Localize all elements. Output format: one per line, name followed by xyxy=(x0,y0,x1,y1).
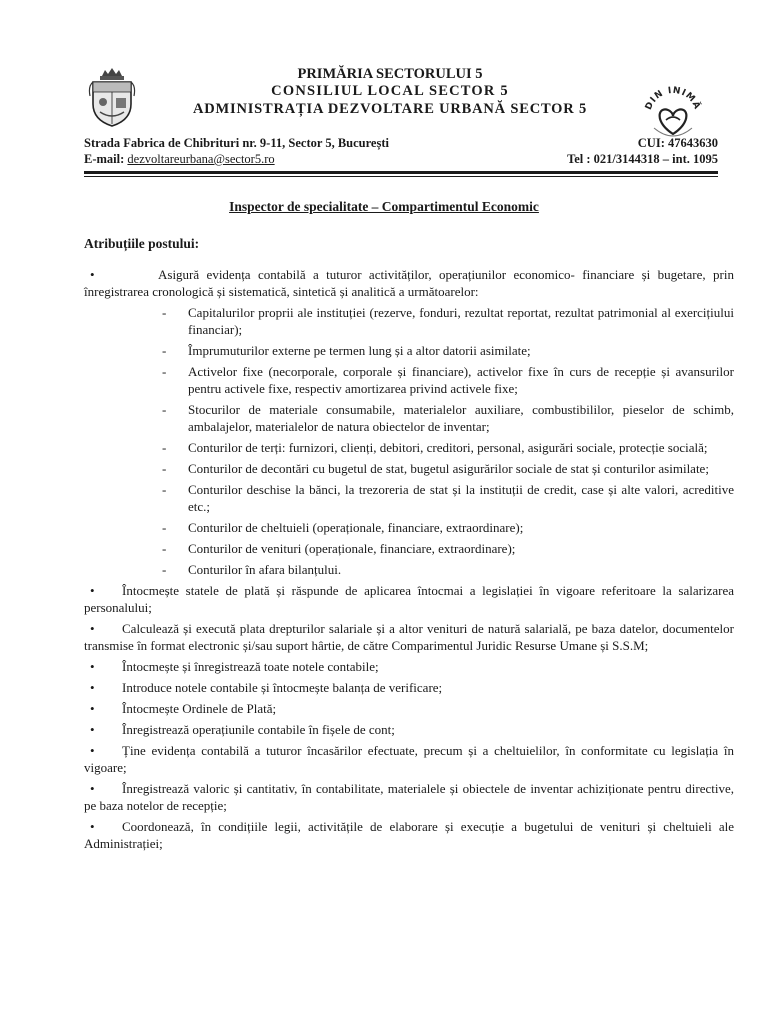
bullet-mark: • xyxy=(90,781,95,796)
document-title-text: Inspector de specialitate – Compartimentul Economic xyxy=(229,199,539,214)
dash-mark: - xyxy=(162,402,167,417)
sub-list-item xyxy=(162,460,734,477)
sub-list xyxy=(84,304,734,578)
email-link[interactable]: dezvoltareurbana@sector5.ro xyxy=(127,152,275,166)
bullet-mark: • xyxy=(90,701,95,716)
bullet-mark: • xyxy=(90,722,95,737)
sub-list-item-text: Conturilor de decontări cu bugetul de stat, bugetul asigurărilor sociale de stat și conturilor asimilate; xyxy=(188,461,709,476)
sub-list-item xyxy=(162,342,734,359)
intro-text: Asigură evidența contabilă a tuturor activităților, operațiunilor economico- financiare și bugetare, prin înregistrarea cronologică și sistematică, sintetică și analitică a următoarelor: xyxy=(84,267,734,299)
sub-list-item xyxy=(162,304,734,338)
dash-mark: - xyxy=(162,541,167,556)
sub-list-item-text: Conturilor de terți: furnizori, clienți, debitori, creditori, personal, asigurări sociale, protecție socială; xyxy=(188,440,708,455)
list-item xyxy=(84,658,734,675)
list-item xyxy=(84,582,734,616)
list-item-text: Coordonează, în condițiile legii, activitățile de elaborare și execuție a bugetului de venituri și cheltuieli ale Administrației; xyxy=(84,819,734,851)
bullet-mark: • xyxy=(90,743,95,758)
section-heading: Atribuțiile postului: xyxy=(84,236,200,251)
list-item xyxy=(84,780,734,814)
list-item-text: Înregistrează valoric și cantitativ, în contabilitate, materialele și obiectele de inventar achiziționate pentru directive, pe baza notelor de recepție; xyxy=(84,781,734,813)
dash-mark: - xyxy=(162,305,167,320)
sub-list-item xyxy=(162,561,734,578)
address-text: Strada Fabrica de Chibrituri nr. 9-11, Sector 5, București xyxy=(84,136,389,150)
dash-mark: - xyxy=(162,562,167,577)
list-item xyxy=(84,700,734,717)
sub-list-item-text: Stocurilor de materiale consumabile, materialelor auxiliare, combustibililor, pieselor de schimb, ambalajelor, materialelor de natura obiectelor de inventar; xyxy=(188,402,734,434)
contact-right xyxy=(567,135,718,167)
list-item xyxy=(84,266,734,300)
cui-text: CUI: 47643630 xyxy=(637,136,718,150)
list-item xyxy=(84,620,734,654)
dash-mark: - xyxy=(162,343,167,358)
sub-list-item-text: Conturilor deschise la bănci, la trezoreria de stat și la instituții de credit, case și alte valori, acreditive etc.; xyxy=(188,482,734,514)
bullet-mark: • xyxy=(90,659,95,674)
document-title xyxy=(0,199,768,215)
header-divider-thick xyxy=(84,171,718,174)
sub-list-item xyxy=(162,401,734,435)
sub-list-item xyxy=(162,519,734,536)
header-line-primaria: PRIMĂRIA SECTORULUI 5 xyxy=(297,66,483,82)
list-item xyxy=(84,721,734,738)
sub-list-item-text: Conturilor de venituri (operaționale, financiare, extraordinare); xyxy=(188,541,516,556)
institution-header xyxy=(150,66,630,118)
sub-list-item-text: Activelor fixe (necorporale, corporale și financiare), activelor fixe în curs de recepție și avansurilor pentru activele fixe, respectiv amortizarea privind activele fixe; xyxy=(188,364,734,396)
sub-list-item-text: Conturilor de cheltuieli (operaționale, financiare, extraordinare); xyxy=(188,520,524,535)
list-item-text: Întocmește Ordinele de Plată; xyxy=(122,701,277,716)
bullet-mark: • xyxy=(90,583,95,598)
dash-mark: - xyxy=(162,482,167,497)
dash-mark: - xyxy=(162,520,167,535)
sub-list-item xyxy=(162,363,734,397)
sub-list-item-text: Împrumuturilor externe pe termen lung și a altor datorii asimilate; xyxy=(188,343,531,358)
header-line-administratia: ADMINISTRAȚIA DEZVOLTARE URBANĂ SECTOR 5 xyxy=(192,101,588,117)
email-line xyxy=(84,151,389,167)
list-item xyxy=(84,742,734,776)
list-item xyxy=(84,818,734,852)
dash-mark: - xyxy=(162,461,167,476)
list-item-text: Înregistrează operațiunile contabile în fișele de cont; xyxy=(122,722,395,737)
contact-left xyxy=(84,135,389,167)
header-divider-thin xyxy=(84,176,718,177)
phone-text: Tel : 021/3144318 – int. 1095 xyxy=(567,152,718,166)
bullet-mark: • xyxy=(90,680,95,695)
sub-list-item-text: Conturilor în afara bilanțului. xyxy=(188,562,342,577)
list-item-text: Întocmește și înregistrează toate notele contabile; xyxy=(122,659,379,674)
sub-list-item xyxy=(162,439,734,456)
bullet-mark: • xyxy=(90,267,95,282)
list-item-text: Introduce notele contabile și întocmește balanța de verificare; xyxy=(122,680,443,695)
sub-list-item-text: Capitalurilor proprii ale instituției (rezerve, fonduri, rezultat reportat, rezultat patrimonial al exercițiului financiar); xyxy=(188,305,734,337)
list-item-text: Ține evidența contabilă a tuturor încasărilor efectuate, precum și a cheltuielilor, în conformitate cu legislația în vigoare; xyxy=(84,743,734,775)
bullet-mark: • xyxy=(90,819,95,834)
list-item-text: Calculează și execută plata drepturilor salariale și a altor venituri de natură salarială, pe baza datelor, documentelor transmise în format electronic și/sau suport hârtie, de către Comparimentul Juridic Resurse Umane și S.S.M; xyxy=(84,621,734,653)
list-item xyxy=(84,679,734,696)
dash-mark: - xyxy=(162,364,167,379)
header-line-consiliu: CONSILIUL LOCAL SECTOR 5 xyxy=(271,83,509,99)
emblem-lettering: DIN INIMĂ xyxy=(643,85,703,112)
bullet-mark: • xyxy=(90,621,95,636)
bullet-list xyxy=(84,582,734,852)
sub-list-item xyxy=(162,481,734,515)
sector5-coat-of-arms-icon xyxy=(88,66,136,128)
email-label: E-mail: xyxy=(84,152,125,166)
svg-text:DIN INIMĂ xyxy=(644,86,704,112)
sub-list-item xyxy=(162,540,734,557)
dash-mark: - xyxy=(162,440,167,455)
list-item-text: Întocmește statele de plată și răspunde de aplicarea întocmai a legislației în vigoare referitoare la salarizarea personalului; xyxy=(84,583,734,615)
document-body xyxy=(84,266,734,856)
